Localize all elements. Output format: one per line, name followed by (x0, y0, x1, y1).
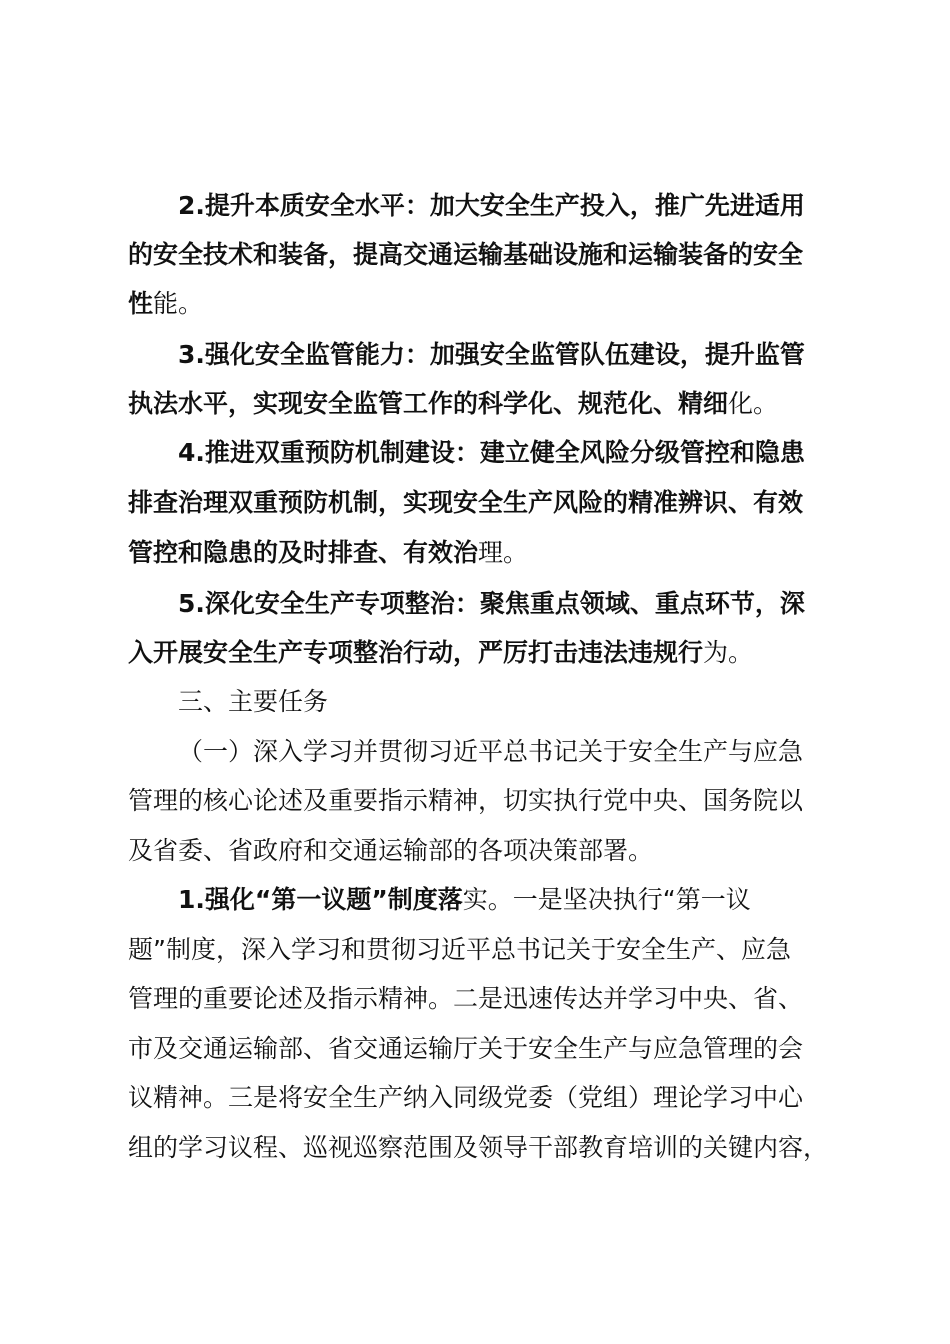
normal-text: 管理的重要论述及指示精神。二是迅速传达并学习中央、省、 (128, 984, 804, 1013)
normal-text: 市及交通运输部、省交通运输厅关于安全生产与应急管理的会 (128, 1034, 804, 1063)
text-line (128, 1029, 838, 1069)
bold-text: 性 (128, 289, 154, 318)
text-line (178, 880, 838, 920)
normal-text: 实。一是坚决执行“第一议 (462, 885, 751, 914)
bold-text: 的安全技术和装备，提高交通运输基础设施和运输装备的安全 (128, 240, 804, 269)
text-line (128, 831, 838, 871)
text-line (128, 483, 838, 523)
bold-text: 执法水平，实现安全监管工作的科学化、规范化、精细 (128, 389, 729, 418)
normal-text: 理。 (478, 538, 529, 567)
normal-text: 及省委、省政府和交通运输部的各项决策部署。 (128, 836, 654, 865)
text-line (128, 284, 838, 324)
bold-text: 排查治理双重预防机制，实现安全生产风险的精准辨识、有效 (128, 488, 804, 517)
text-line (128, 979, 838, 1019)
normal-text: 议精神。三是将安全生产纳入同级党委（党组）理论学习中心 (128, 1083, 804, 1112)
normal-text: 题”制度，深入学习和贯彻习近平总书记关于安全生产、应急 (128, 935, 791, 964)
text-line (128, 930, 838, 970)
bold-text: 管控和隐患的及时排查、有效治 (128, 538, 479, 567)
normal-text: （一）深入学习并贯彻习近平总书记关于安全生产与应急 (178, 737, 804, 766)
section-heading (178, 682, 838, 722)
normal-text: 管理的核心论述及重要指示精神，切实执行党中央、国务院以 (128, 786, 804, 815)
text-line (178, 732, 838, 772)
normal-text: 能。 (153, 289, 204, 318)
normal-text: 三、主要任务 (178, 687, 329, 716)
text-line (128, 1128, 838, 1168)
bold-text: 4.推进双重预防机制建设：建立健全风险分级管控和隐患 (178, 438, 805, 467)
text-line (128, 384, 838, 424)
text-line (128, 1078, 838, 1118)
bold-text: 5.深化安全生产专项整治：聚焦重点领域、重点环节，深 (178, 589, 805, 618)
bold-text: 3.强化安全监管能力：加强安全监管队伍建设，提升监管 (178, 340, 805, 369)
text-line (128, 781, 838, 821)
normal-text: 组的学习议程、巡视巡察范围及领导干部教育培训的关键内容， (128, 1133, 829, 1162)
normal-text: 为。 (703, 638, 754, 667)
bold-text: 2.提升本质安全水平：加大安全生产投入，推广先进适用 (178, 191, 805, 220)
text-line (128, 533, 838, 573)
bold-text: 入开展安全生产专项整治行动，严厉打击违法违规行 (128, 638, 704, 667)
text-line (128, 235, 838, 275)
text-line (178, 186, 838, 226)
text-line (178, 433, 838, 473)
normal-text: 化。 (728, 389, 779, 418)
text-line (178, 584, 838, 624)
text-line (178, 335, 838, 375)
bold-text: 1.强化“第一议题”制度落 (178, 885, 463, 914)
text-line (128, 633, 838, 673)
